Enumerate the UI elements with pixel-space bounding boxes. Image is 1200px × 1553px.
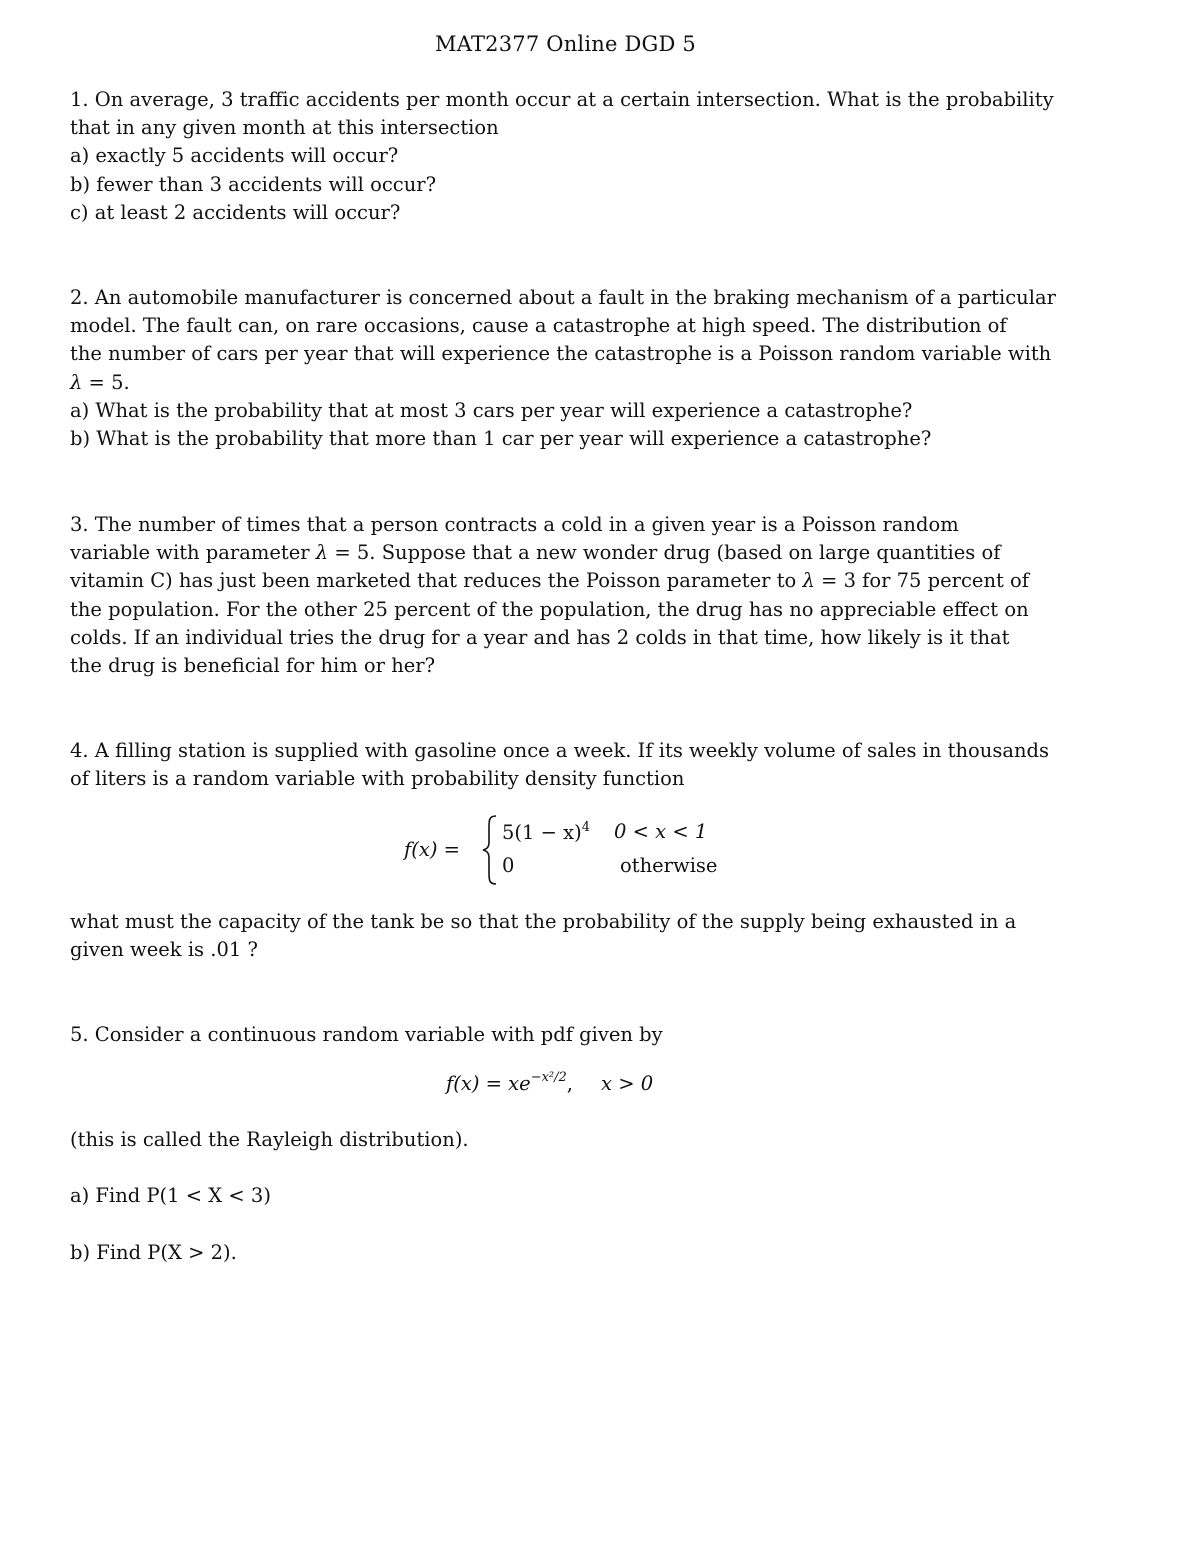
q3-line-3-start: vitamin C) has just been marketed that reduces the Poisson parameter to bbox=[70, 569, 803, 593]
q2-part-a: a) What is the probability that at most 3 cars per year will experience a catastrophe? bbox=[70, 398, 913, 422]
q5-rayleigh-equation bbox=[446, 1070, 653, 1095]
question-4-continued bbox=[70, 908, 1060, 964]
q5-equation-condition: x > 0 bbox=[601, 1072, 654, 1095]
q3-lambda-symbol-1: λ bbox=[315, 541, 329, 565]
q3-line-3 bbox=[70, 567, 1060, 595]
q4-after-line-2: given week is .01 ? bbox=[70, 938, 258, 962]
q4-case-1-base: 5(1 − x) bbox=[502, 821, 582, 844]
q3-line-2-start: variable with parameter bbox=[70, 541, 316, 565]
q4-case-2-expression: 0 bbox=[502, 854, 515, 877]
q2-lambda-symbol: λ bbox=[70, 370, 83, 394]
q1-line-1: 1. On average, 3 traffic accidents per month occur at a certain intersection. What is the probability bbox=[70, 88, 1054, 111]
q5-note: (this is called the Rayleigh distribution). bbox=[70, 1128, 469, 1151]
question-1 bbox=[70, 86, 1060, 227]
q5-line-1: 5. Consider a continuous random variable with pdf given by bbox=[70, 1023, 663, 1046]
q5-equation-exponent: −x²/2 bbox=[530, 1070, 567, 1085]
q5-part-b: b) Find P(X > 2). bbox=[70, 1241, 237, 1264]
q3-line-1: 3. The number of times that a person contracts a cold in a given year is a Poisson random bbox=[70, 513, 959, 536]
q2-line-4 bbox=[70, 369, 1060, 397]
q5-equation-comma: , bbox=[566, 1072, 573, 1095]
q3-line-4: the population. For the other 25 percent of the population, the drug has no appreciable effect on bbox=[70, 597, 1029, 621]
q4-line-2: of liters is a random variable with probability density function bbox=[70, 767, 685, 791]
q4-case-1-expression bbox=[502, 820, 590, 844]
question-3 bbox=[70, 511, 1060, 680]
q4-case-1-condition: 0 < x < 1 bbox=[614, 820, 708, 843]
q2-part-b: b) What is the probability that more than 1 car per year will experience a catastrophe? bbox=[70, 427, 932, 451]
q4-case-2-condition: otherwise bbox=[620, 854, 718, 877]
q2-lambda-value: = 5. bbox=[82, 370, 130, 394]
q1-line-2: that in any given month at this intersection bbox=[70, 116, 499, 140]
q5-equation-main: f(x) = xe bbox=[446, 1072, 531, 1095]
q3-line-6: the drug is beneficial for him or her? bbox=[70, 654, 436, 678]
question-5-note bbox=[70, 1126, 1060, 1154]
q4-equation-lhs: f(x) = bbox=[404, 838, 460, 861]
q5-part-a: a) Find P(1 < X < 3) bbox=[70, 1184, 271, 1207]
question-2 bbox=[70, 284, 1060, 453]
q4-pdf-equation bbox=[404, 814, 764, 886]
q1-part-b: b) fewer than 3 accidents will occur? bbox=[70, 172, 437, 196]
question-5-part-a bbox=[70, 1182, 1060, 1210]
q4-case-1-exponent: 4 bbox=[581, 820, 591, 835]
q3-line-2-end: = 5. Suppose that a new wonder drug (based on large quantities of bbox=[328, 541, 1001, 565]
q4-after-line-1: what must the capacity of the tank be so that the probability of the supply being exhausted in a bbox=[70, 910, 1017, 933]
q4-line-1: 4. A filling station is supplied with gasoline once a week. If its weekly volume of sales in thousands bbox=[70, 739, 1050, 762]
q3-line-2 bbox=[70, 539, 1060, 567]
question-4 bbox=[70, 737, 1060, 793]
q3-line-3-end: = 3 for 75 percent of bbox=[814, 569, 1030, 593]
q1-part-c: c) at least 2 accidents will occur? bbox=[70, 200, 401, 224]
q2-line-2: model. The fault can, on rare occasions, cause a catastrophe at high speed. The distribution of bbox=[70, 314, 1007, 338]
q3-lambda-symbol-2: λ bbox=[802, 569, 815, 593]
q2-line-3: the number of cars per year that will experience the catastrophe is a Poisson random variable with bbox=[70, 342, 1052, 366]
q1-part-a: a) exactly 5 accidents will occur? bbox=[70, 144, 399, 168]
q3-line-5: colds. If an individual tries the drug for a year and has 2 colds in that time, how likely is it that bbox=[70, 625, 1010, 649]
question-5-part-b bbox=[70, 1239, 1060, 1267]
q2-line-1: 2. An automobile manufacturer is concerned about a fault in the braking mechanism of a particular bbox=[70, 286, 1056, 309]
question-5 bbox=[70, 1021, 1060, 1049]
left-brace-icon bbox=[480, 814, 500, 886]
page-title: MAT2377 Online DGD 5 bbox=[435, 32, 696, 56]
